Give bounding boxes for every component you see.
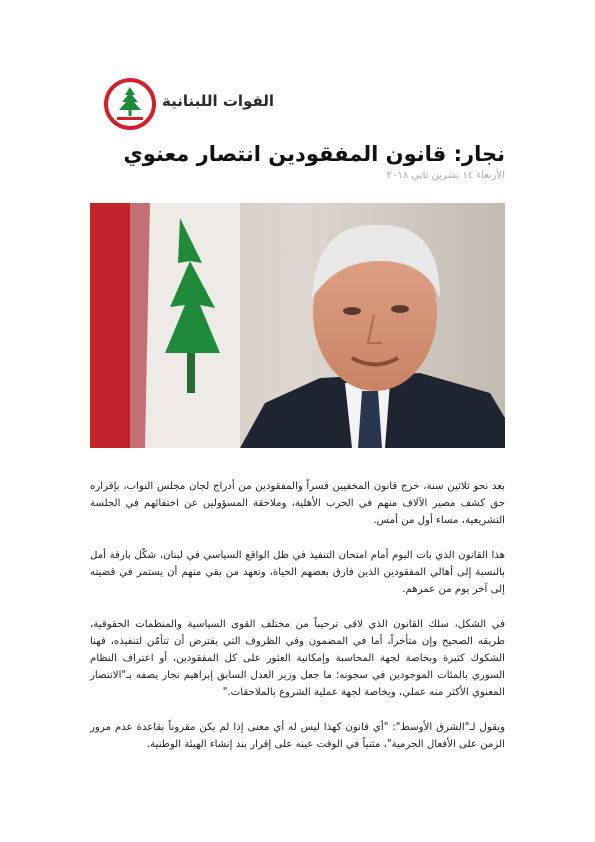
article-paragraph: هذا القانون الذي بات اليوم أمام امتحان التنفيذ في ظل الواقع السياسي في لبنان، شكّل بارقة أمل بالنسبة إلى أهالي المفقودين الذين فارق بعضهم الحياة، وتعهد من بقي منهم أن يستمر في قضيته إلى آخر يوم من عمرهم. [90,550,505,595]
article-photo [90,203,505,448]
article-paragraph: بعد نحو ثلاثين سنة، خرج قانون المخفيين قسراً والمفقودين من أدراج لجان مجلس النواب، بإقراره حق كشف مصير الآلاف منهم في الحرب الأهلية، وملاحقة المسؤولين عن اختفائهم في الجلسة التشريعية، مساء أول من أمس. [90,481,505,526]
lebanese-forces-logo [104,78,274,136]
cedar-emblem-icon [104,78,156,130]
article-body [90,478,505,771]
article-date: الأربعاء ١٤ تشرين ثاني ٢٠١٨ [386,170,505,181]
article-title: نجار: قانون المفقودين انتصار معنوي [123,142,505,166]
logo-text: القوات اللبنانية [162,92,275,110]
article-paragraph: في الشكل، سلك القانون الذي لاقى ترحيباً من مختلف القوى السياسية والمنظمات الحقوقية، طريقه الصحيح وإن متأخراً، أما في المضمون وفي الظروف التي يفترض أن تتأمّن لتنفيذه، فهنا الشكوك كثيرة وبخاصة لجهة المحاسبة وإمكانية العثور على كل المفقودين، أو اعتراف النظام السوري بالمئات الموجودين في سجونه؛ ما جعل وزير العدل السابق إبراهيم نجار يصفه بـ"الانتصار المعنوي الأكثر منه عملي، وبخاصة لجهة عملية الشروع بالملاحقات." [90,619,505,698]
article-paragraph: ويقول لـ"الشرق الأوسط": "أي قانون كهذا ليس له أي معنى إذا لم يكن مقروناً بقاعدة عدم مرور الزمن على الأفعال الجرمية"، مثنياً في الوقت عينه على إقرار بند إنشاء الهيئة الوطنية. [90,722,505,750]
